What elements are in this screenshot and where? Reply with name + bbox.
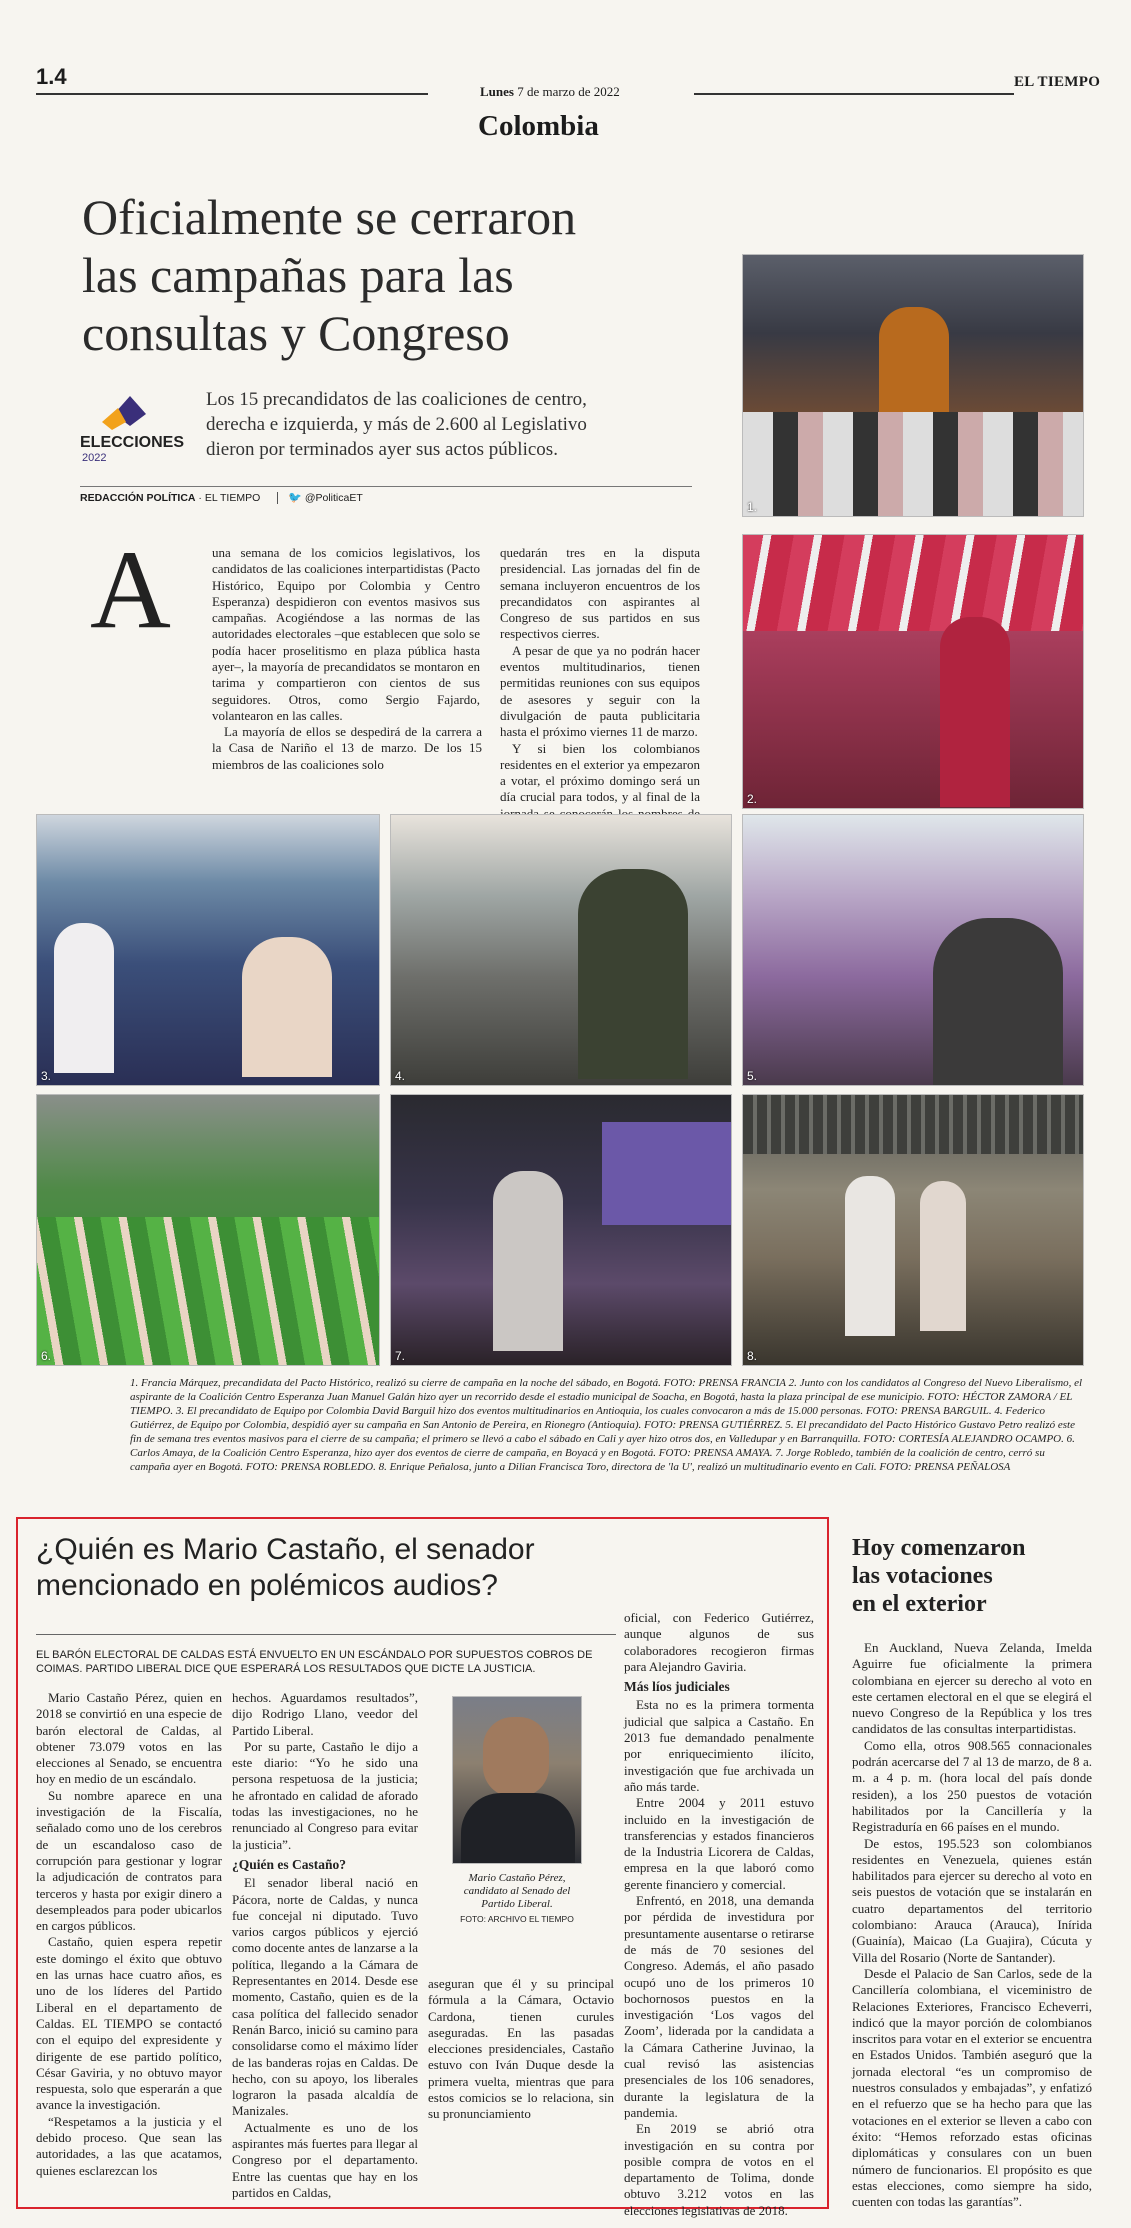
exterior-headline-line: Hoy comenzaron bbox=[852, 1535, 1026, 1561]
castano-portrait bbox=[452, 1696, 582, 1864]
main-deck bbox=[206, 387, 587, 462]
photo-label: 4. bbox=[395, 1069, 406, 1083]
byline-rule bbox=[80, 486, 692, 487]
photo-8-enrique-penalosa bbox=[742, 1094, 1084, 1366]
twitter-text: @PoliticaET bbox=[304, 492, 363, 504]
photo-label: 1. bbox=[747, 500, 758, 514]
castano-lead: EL BARÓN ELECTORAL DE CALDAS ESTÁ ENVUELTO EN UN ESCÁNDALO POR SUPUESTOS COBROS DE COIMAS. PARTIDO LIBERAL DICE QUE ESPERARÁ LOS RESULTADOS QUE DICTE LA JUSTICIA. bbox=[36, 1649, 593, 1675]
photo-captions: 1. Francia Márquez, precandidata del Pacto Histórico, realizó su cierre de campaña en la noche del sábado, en Bogotá. FOTO: PRENSA FRANCIA 2. Junto con los candidatos al Congreso del Nuevo Liberalismo, el aspirante de la Coalición Centro Esperanza Juan Manuel Galán hizo ayer un recorrido desde el estadio municipal de Soacha, en Bogotá, hasta la plaza principal de ese municipio. FOTO: HÉCTOR ZAMORA / EL TIEMPO. 3. El precandidato de Equipo por Colombia David Barguil hizo dos eventos multitudinarios en Antioquia, los cuales convocaron a más de 15.000 personas. FOTO: PRENSA BARGUIL. 4. Federico Gutiérrez, de Equipo por Colombia, despidió ayer su campaña en San Antonio de Pereira, en Rionegro (Antioquia). FOTO: PRENSA GUTIÉRREZ. 5. El precandidato del Pacto Histórico Gustavo Petro realizó este fin de semana tres eventos masivos para el cierre de su campaña; el primero se llevó a cabo el sábado en Cali y ayer hizo otros dos, en Valledupar y en Barranquilla. FOTO: CORTESÍA ALEJANDRO OCAMPO. 6. Carlos Amaya, de la Coalición Centro Esperanza, hizo ayer dos eventos de cierre de campaña, en Boyacá y en Bogotá. FOTO: PRENSA AMAYA. 7. Jorge Robledo, también de la coalición de centro, cerró su campaña ayer en Bogotá. FOTO: PRENSA ROBLEDO. 8. Enrique Peñalosa, junto a Dilian Francisca Toro, directora de 'la U', realizó un multitudinario evento en Cali. FOTO: PRENSA PEÑALOSA bbox=[130, 1377, 1083, 1473]
exterior-headline-line: las votaciones bbox=[852, 1563, 993, 1589]
photo-6-carlos-amaya bbox=[36, 1094, 380, 1366]
photo-3-david-barguil bbox=[36, 814, 380, 1086]
exterior-p: De estos, 195.523 son colombianos residentes en Venezuela, quienes están habilitados para ejercer su derecho al voto en seis puestos de votación que se instalarán en cuatro departamentos del territorio colombiano: Arauca (Arauca), Inírida (Guainía), Maicao (La Guajira), Cúcuta y Villa del Rosario (Norte de Santander). bbox=[852, 1835, 1092, 1965]
photo-label: 7. bbox=[395, 1349, 406, 1363]
main-col2-p2: A pesar de que ya no podrán hacer eventos multitudinarios, tienen permitidas reuniones con sus equipos de asesores y seguir con la divulgación de pauta publicitaria hasta el próximo viernes 11 de marzo. bbox=[500, 642, 700, 740]
photo-5-gustavo-petro bbox=[742, 814, 1084, 1086]
castano-rule bbox=[36, 1634, 616, 1635]
badge-title: ELECCIONES bbox=[80, 434, 185, 451]
header-rule-left bbox=[36, 93, 428, 95]
castano-headline-line: mencionado en polémicos audios? bbox=[36, 1569, 498, 1602]
section-title: Colombia bbox=[478, 110, 599, 142]
brand-logo: EL TIEMPO bbox=[1014, 74, 1101, 90]
castano-photo-credit: FOTO: ARCHIVO EL TIEMPO bbox=[460, 1914, 574, 1924]
exterior-p: En Auckland, Nueva Zelanda, Imelda Aguirre fue oficialmente la primera colombiana en ejercer su derecho al voto en este certamen electoral en el que se elegirá el nuevo Congreso de la República y los tres candidatos de las consultas interpartidistas. bbox=[852, 1640, 1092, 1737]
deck-line: Los 15 precandidatos de las coaliciones de centro, bbox=[206, 389, 587, 410]
castano-col2-p: Por su parte, Castaño le dijo a este diario: “Yo he sido una persona respetuosa de la justicia; he afrontado en calidad de aforado todas las investigaciones, no he renunciado al Congreso para evitar la justicia”. bbox=[232, 1738, 418, 1852]
castano-col-2 bbox=[232, 1690, 418, 2201]
header-date bbox=[480, 84, 620, 100]
exterior-p: Desde el Palacio de San Carlos, sede de la Cancillería colombiana, el viceministro de Relaciones Exteriores, Francisco Echeverri, indicó que la mayor porción de colombianos inscritos para votar en el exterior se encuentra en Estados Unidos. También aseguró que la jornada electoral “es un compromiso de nuestros consulados y embajadas”, y enfatizó en el refuerzo que se ha hecho para que las votaciones en el exterior se lleven a cabo con éxito: “Hemos reforzado estas oficinas diplomáticas y consulares con un buen número de funcionarios. El propósito es que estas elecciones, como siempre ha sido, cuenten con todas las garantías”. bbox=[852, 1965, 1092, 2210]
castano-col4-p: Esta no es la primera tormenta judicial que salpica a Castaño. En 2013 fue demandado penalmente por enriquecimiento ilícito, investigación que fue archivada un año más tarde. bbox=[624, 1697, 814, 1794]
exterior-headline bbox=[852, 1534, 1026, 1618]
castano-col-3 bbox=[428, 1976, 614, 2123]
page-number: 1.4 bbox=[36, 64, 67, 89]
castano-headline-line: ¿Quién es Mario Castaño, el senador bbox=[36, 1533, 535, 1566]
main-col-1b bbox=[212, 724, 482, 773]
twitter-handle[interactable] bbox=[277, 492, 363, 504]
castano-col3-p: aseguran que él y su principal fórmula a la Cámara, Octavio Cardona, tienen curules aseguradas. En las pasadas elecciones presidenciales, Castaño estuvo con Iván Duque desde la primera vuelta, mientras que para estos comicios se lo relaciona, sin su pronunciamiento bbox=[428, 1976, 614, 2122]
castano-col1-p: Mario Castaño Pérez, quien en 2018 se convirtió en una especie de barón electoral de Caldas, al obtener 73.079 votos en las elecciones al Senado, se encuentra hoy en medio de un escándalo. bbox=[36, 1690, 222, 1787]
twitter-icon: 🐦 bbox=[288, 492, 302, 504]
photo-label: 2. bbox=[747, 792, 758, 806]
castano-col2-p: hechos. Aguardamos resultados”, dijo Rodrigo Llano, veedor del Partido Liberal. bbox=[232, 1690, 418, 1738]
photo-1-francia-marquez bbox=[742, 254, 1084, 517]
header-rule-right bbox=[694, 93, 1014, 95]
castano-col-4 bbox=[624, 1610, 814, 2219]
headline-line: consultas y Congreso bbox=[82, 305, 510, 361]
exterior-p: Como ella, otros 908.565 connacionales podrán acercarse del 7 al 13 de marzo, de 8 a. m. a 4 p. m. (hora local del país donde residen), a los 250 puestos de votación habilitados por la Cancillería y la Registraduría en 66 países en el mundo. bbox=[852, 1737, 1092, 1835]
badge-year: 2022 bbox=[82, 452, 107, 464]
main-col-2 bbox=[500, 545, 700, 855]
castano-col2-p: El senador liberal nació en Pácora, norte de Caldas, y nunca fue concejal ni diputado. Tuvo varios cargos públicos y ejerció como docente antes de lanzarse a la política, llegando a la Cámara de Representantes en 2014. Desde ese momento, Castaño, quien es de la casa política del fallecido senador Renán Barco, inició su camino para consolidarse como el máximo líder de las banderas rojas en Caldas. De hecho, con su apoyo, los liberales lograron la pasada alcaldía de Manizales. bbox=[232, 1875, 418, 2119]
main-col-1 bbox=[80, 545, 480, 724]
main-headline bbox=[82, 188, 576, 362]
castano-col4-p: oficial, con Federico Gutiérrez, aunque algunos de sus colaboradores recogieron firmas para Alejandro Gaviria. bbox=[624, 1610, 814, 1674]
castano-headline bbox=[36, 1532, 535, 1604]
photo-label: 6. bbox=[41, 1349, 52, 1363]
castano-col-1 bbox=[36, 1690, 222, 2179]
castano-col4-p: En 2019 se abrió otra investigación en su contra por posible compra de votos en el departamento de Tolima, donde obtuvo 3.212 votos en las elecciones legislativas de 2018. bbox=[624, 2121, 814, 2218]
photo-label: 8. bbox=[747, 1349, 758, 1363]
photo-7-jorge-robledo bbox=[390, 1094, 732, 1366]
dropcap: A bbox=[90, 528, 171, 652]
castano-photo-caption-text: Mario Castaño Pérez, candidato al Senado del Partido Liberal. bbox=[463, 1872, 571, 1910]
exterior-headline-line: en el exterior bbox=[852, 1591, 987, 1617]
exterior-body bbox=[852, 1640, 1092, 2210]
main-col2-p3: Y si bien los colombianos residentes en el exterior ya empezaron a votar, el próximo domingo será un día crucial para todos, y al final de la bbox=[500, 740, 700, 805]
castano-subhead-2: Más líos judiciales bbox=[624, 1679, 730, 1695]
castano-col1-p: Castaño, quien espera repetir este domingo el éxito que obtuvo en las urnas hace cuatro años, es uno de los líderes del Partido Liberal en el departamento de Caldas. EL TIEMPO se contactó con el equipo del expresidente y dirigente de ese partido político, César Gaviria, y no obtuvo mayor respuesta, solo que esperarán a que avance la investigación. bbox=[36, 1934, 222, 2113]
castano-col2-p: Actualmente es uno de los aspirantes más fuertes para llegar al Congreso por el departamento. Entre las cuentas que hay en los partidos en Caldas, bbox=[232, 2119, 418, 2200]
main-col2-p1: quedarán tres en la disputa presidencial. Las jornadas del fin de semana incluyeron encuentros de los precandidatos con aspirantes al Congreso de sus partidos en sus respectivos cierres. bbox=[500, 545, 700, 642]
ballot-icon bbox=[100, 392, 160, 430]
photo-2-juan-manuel-galan bbox=[742, 534, 1084, 809]
photo-label: 5. bbox=[747, 1069, 758, 1083]
byline-author: REDACCIÓN POLÍTICA bbox=[80, 492, 196, 504]
byline bbox=[80, 491, 363, 504]
photo-label: 3. bbox=[41, 1069, 52, 1083]
castano-photo-caption bbox=[452, 1872, 582, 1926]
elections-badge bbox=[80, 392, 184, 472]
main-col1-p2: La mayoría de ellos se despedirá de la carrera a la Casa de Nariño el 13 de marzo. De los 15 miembros de las coaliciones solo bbox=[212, 724, 482, 772]
castano-col1-p: “Respetamos a la justicia y el debido proceso. Que sean las autoridades, a las que acatamos, quienes esclarezcan los bbox=[36, 2113, 222, 2178]
castano-col4-p: Enfrentó, en 2018, una demanda por pérdida de investidura por presuntamente ausentarse o retirarse de más de 70 sesiones del Congreso. Además, el año pasado ocupó uno de los primeros 10 bochornosos puestos en la investigación ‘Los vagos del Zoom’, liderada por la candidata a la Cámara Catherine Juvinao, la cual revisó las asistencias presenciales de los 106 senadores, durante la legislatura de la pandemia. bbox=[624, 1893, 814, 2120]
header-date-text: 7 de marzo de 2022 bbox=[517, 84, 620, 99]
deck-line: dieron por terminados ayer sus actos públicos. bbox=[206, 439, 558, 460]
header-day: Lunes bbox=[480, 84, 514, 99]
byline-outlet: · EL TIEMPO bbox=[198, 492, 261, 504]
castano-subhead-1: ¿Quién es Castaño? bbox=[232, 1856, 347, 1872]
deck-line: derecha e izquierda, y más de 2.600 al Legislativo bbox=[206, 414, 587, 435]
headline-line: Oficialmente se cerraron bbox=[82, 189, 577, 245]
headline-line: las campañas para las bbox=[82, 247, 514, 303]
castano-col4-p: Entre 2004 y 2011 estuvo incluido en la investigación de transferencias y estados financieros de la Industria Licorera de Caldas, empresa en la que laboró como gerente financiero y comercial. bbox=[624, 1795, 814, 1892]
photo-4-federico-gutierrez bbox=[390, 814, 732, 1086]
main-col1-p1: una semana de los comicios legislativos, los candidatos de las coaliciones interpartidistas (Pacto Histórico, Equipo por Colombia y Centro Esperanza) despidieron con eventos masivos sus campañas. Acogiéndose a las normas de las autoridades electorales –que establecen que solo se podía hacer proselitismo en plaza pública hasta ayer–, la mayoría de precandidatos se montaron en tarima y compartieron con cientos de sus seguidores. Otros, como Sergio Fajardo, volantearon en las calles. bbox=[212, 545, 480, 723]
castano-col1-p: Su nombre aparece en una investigación de la Fiscalía, señalado como uno de los cerebros de un escandaloso caso de corrupción para gestionar y lograr la adjudicación de contratos para terceros y hasta por exigir dinero a desempleados para poder ubicarlos en cargos públicos. bbox=[36, 1787, 222, 1934]
